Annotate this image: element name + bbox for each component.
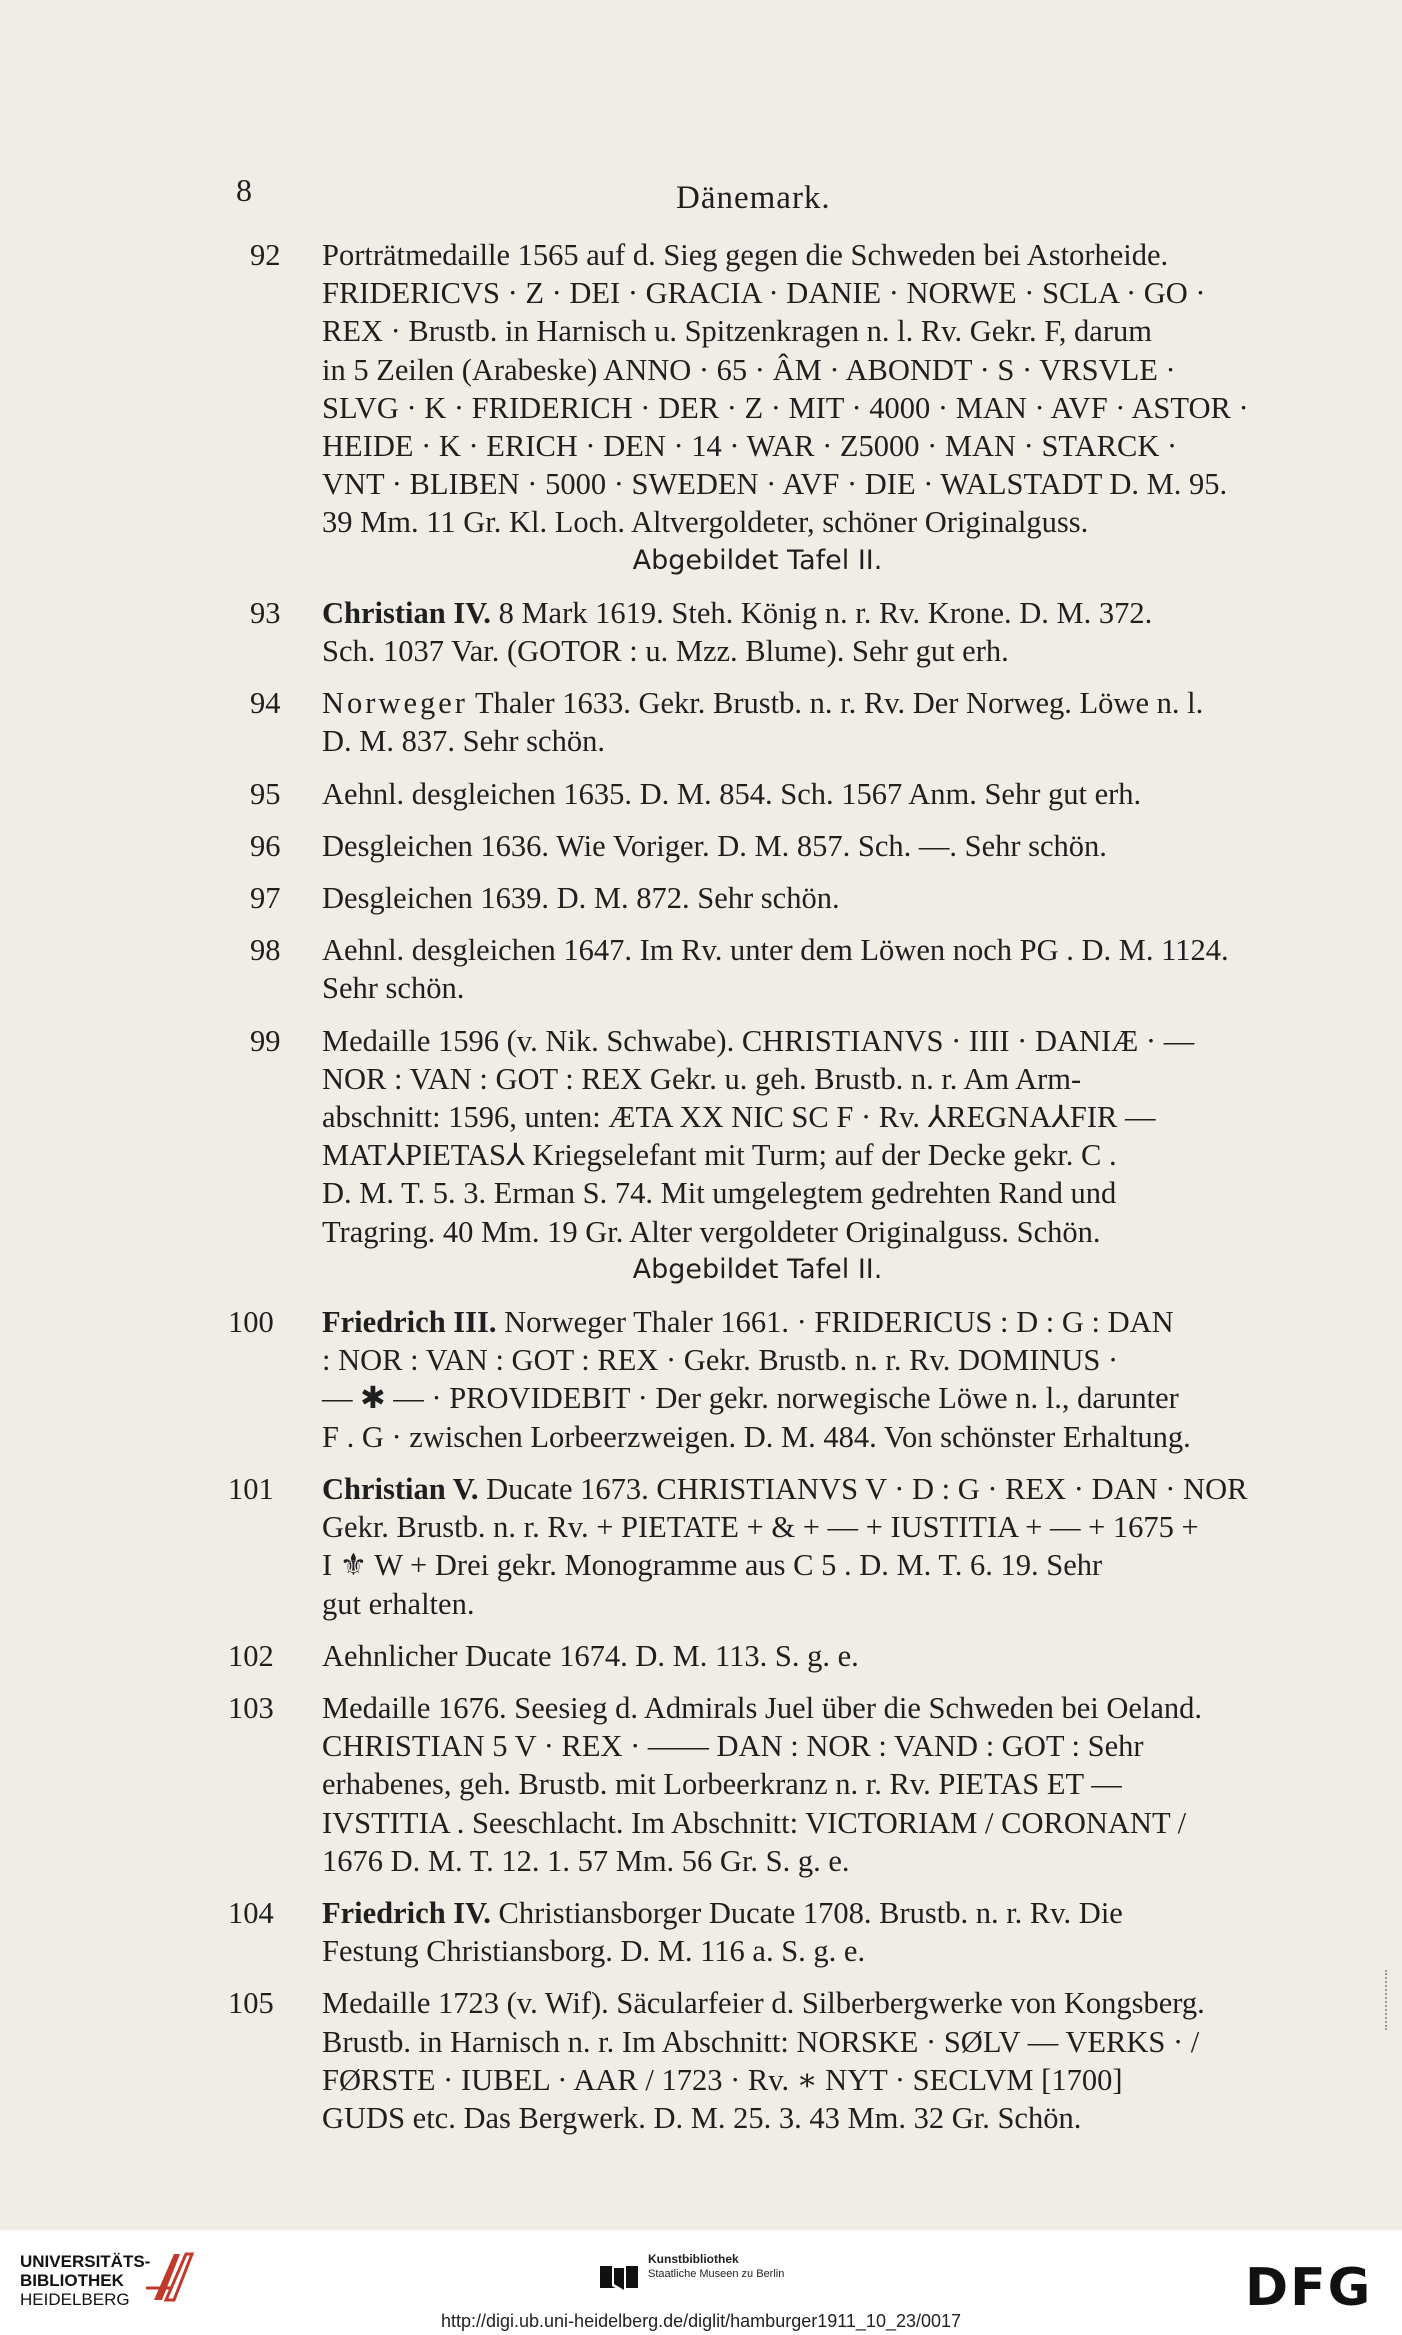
entry-text: REX · Brustb. in Harnisch u. Spitzenkragen n. l. Rv. Gekr. F, darum	[322, 314, 1152, 349]
entry-lead: Christian IV.	[322, 595, 491, 630]
entry-text: 39 Mm. 11 Gr. Kl. Loch. Altvergoldeter, schöner Originalguss.	[322, 505, 1089, 540]
entry-line	[322, 1379, 1265, 1417]
entry-line	[322, 1894, 1265, 1932]
entry-line	[322, 775, 1265, 813]
entry-text: Porträtmedaille 1565 auf d. Sieg gegen die Schweden bei Astorheide.	[322, 238, 1169, 272]
entry-line	[322, 1546, 1265, 1584]
entry-text: Tragring. 40 Mm. 19 Gr. Alter vergoldeter Originalguss. Schön.	[322, 1214, 1101, 1249]
catalog-entry	[228, 1689, 1265, 1880]
entry-line	[322, 632, 1265, 670]
entry-line	[322, 1842, 1265, 1880]
entry-number: 95	[250, 776, 281, 811]
entry-line	[322, 1585, 1265, 1623]
university-library-logo[interactable]	[20, 2252, 150, 2309]
entry-text: Festung Christiansborg. D. M. 116 a. S. g. e.	[322, 1934, 866, 1969]
entry-lead: Christian V.	[322, 1471, 479, 1506]
catalog-entry	[228, 1894, 1265, 1970]
entry-text: Desgleichen 1639. D. M. 872. Sehr schön.	[322, 881, 840, 916]
entry-text: 1676 D. M. T. 12. 1. 57 Mm. 56 Gr. S. g. e.	[322, 1843, 850, 1878]
entry-line	[322, 827, 1265, 865]
entry-text: abschnitt: 1596, unten: ÆTA XX NIC SC F · Rv. ⅄REGNA⅄FIR —	[322, 1100, 1156, 1135]
scan-edge-mark	[1385, 1970, 1395, 2030]
entry-line	[322, 236, 1265, 274]
entry-line	[322, 1060, 1265, 1098]
entry-text: D. M. T. 5. 3. Erman S. 74. Mit umgelegtem gedrehten Rand und	[322, 1176, 1117, 1211]
footer	[0, 2230, 1402, 2335]
entry-text: Brustb. in Harnisch n. r. Im Abschnitt: NORSKE · SØLV — VERKS · /	[322, 2024, 1200, 2059]
entry-line	[322, 351, 1265, 389]
entry-text: GUDS etc. Das Bergwerk. D. M. 25. 3. 43 Mm. 32 Gr. Schön.	[322, 2100, 1082, 2135]
entry-line	[322, 1418, 1265, 1456]
entry-text: Medaille 1676. Seesieg d. Admirals Juel über die Schweden bei Oeland.	[322, 1690, 1203, 1725]
entry-line	[322, 1932, 1265, 1970]
entry-number: 99	[250, 1023, 281, 1058]
entry-line	[322, 427, 1265, 465]
entry-line	[322, 1727, 1265, 1765]
entry-line	[322, 1098, 1265, 1136]
entry-line	[322, 931, 1265, 969]
entry-text: I ⚜ W + Drei gekr. Monogramme aus C 5 . D. M. T. 6. 19. Sehr	[322, 1548, 1103, 1583]
plate-reference: Abgebildet Tafel II.	[632, 1253, 883, 1285]
entry-line	[322, 2061, 1265, 2099]
catalog-entry	[250, 827, 1265, 865]
catalog-entry	[250, 931, 1265, 1007]
entry-text: Aehnl. desgleichen 1647. Im Rv. unter dem Löwen noch PG . D. M. 1124.	[322, 933, 1229, 968]
entry-line	[322, 1470, 1265, 1508]
university-library-emblem-icon	[140, 2248, 196, 2308]
entry-line	[322, 879, 1265, 917]
entry-text: Gekr. Brustb. n. r. Rv. + PIETATE + & + — + IUSTITIA + — + 1675 +	[322, 1510, 1199, 1545]
permalink-url[interactable]: http://digi.ub.uni-heidelberg.de/diglit/hamburger1911_10_23/0017	[440, 2311, 962, 2331]
plate-reference: Abgebildet Tafel II.	[632, 544, 883, 576]
entry-line	[322, 2099, 1265, 2137]
entry-text: F . G · zwischen Lorbeerzweigen. D. M. 484. Von schönster Erhaltung.	[322, 1419, 1191, 1454]
entry-text: Aehnl. desgleichen 1635. D. M. 854. Sch. 1567 Anm. Sehr gut erh.	[322, 776, 1142, 811]
catalog-entry	[250, 594, 1265, 670]
entry-text: Ducate 1673. CHRISTIANVS V · D : G · REX · DAN · NOR	[486, 1471, 1248, 1506]
entry-line	[322, 1136, 1265, 1174]
entry-text: HEIDE · K · ERICH · DEN · 14 · WAR · Z5000 · MAN · STARCK ·	[322, 429, 1178, 464]
entry-text: erhabenes, geh. Brustb. mit Lorbeerkranz n. r. Rv. PIETAS ET —	[322, 1767, 1122, 1802]
kunstbibliothek-emblem-icon	[600, 2260, 638, 2294]
entry-lead: Norweger	[322, 686, 468, 721]
entry-text: NOR : VAN : GOT : REX Gekr. u. geh. Brustb. n. r. Am Arm-	[322, 1061, 1082, 1096]
entry-text: D. M. 837. Sehr schön.	[322, 724, 605, 759]
kb-subtitle: Staatliche Museen zu Berlin	[648, 2268, 785, 2280]
entry-text: Norweger Thaler 1661. · FRIDERICUS : D : G : DAN	[504, 1305, 1174, 1340]
entry-number: 105	[228, 1986, 274, 2021]
entry-text: Sch. 1037 Var. (GOTOR : u. Mzz. Blume). Sehr gut erh.	[322, 634, 1009, 669]
entry-line	[322, 969, 1265, 1007]
entry-line	[322, 274, 1265, 312]
entry-line	[322, 1174, 1265, 1212]
entry-line	[322, 1341, 1265, 1379]
entry-line	[322, 1689, 1265, 1727]
entry-number: 93	[250, 595, 281, 630]
entry-number: 101	[228, 1471, 274, 1506]
entry-text: VNT · BLIBEN · 5000 · SWEDEN · AVF · DIE · WALSTADT D. M. 95.	[322, 467, 1228, 502]
entry-line	[322, 1765, 1265, 1803]
entry-line	[322, 1804, 1265, 1842]
library-name-line1: UNIVERSITÄTS-	[20, 2252, 151, 2271]
kb-title: Kunstbibliothek	[648, 2252, 739, 2266]
entry-line	[322, 1022, 1265, 1060]
entry-text: MAT⅄PIETAS⅄ Kriegselefant mit Turm; auf der Decke gekr. C .	[322, 1138, 1117, 1173]
catalog-entry	[250, 775, 1265, 813]
catalog-entry	[250, 879, 1265, 917]
entry-line	[322, 722, 1265, 760]
library-name-line3: HEIDELBERG	[20, 2290, 130, 2309]
entry-number: 96	[250, 828, 281, 863]
entry-line	[322, 684, 1265, 722]
entry-text: Thaler 1633. Gekr. Brustb. n. r. Rv. Der Norweg. Löwe n. l.	[475, 686, 1204, 721]
catalog-entry	[228, 1984, 1265, 2137]
catalog-entry	[228, 1470, 1265, 1623]
entry-line	[322, 503, 1265, 541]
entry-line	[322, 1303, 1265, 1341]
entry-line	[322, 2023, 1265, 2061]
entry-text: gut erhalten.	[322, 1586, 475, 1621]
entry-text: in 5 Zeilen (Arabeske) ANNO · 65 · ÂM · ABONDT · S · VRSVLE ·	[322, 352, 1176, 387]
catalog-entry	[228, 1637, 1265, 1675]
page-title: Dänemark.	[676, 180, 831, 216]
entry-text: FRIDERICVS · Z · DEI · GRACIA · DANIE · NORWE · SCLA · GO ·	[322, 276, 1206, 311]
entry-number: 97	[250, 881, 281, 916]
entry-text: Medaille 1723 (v. Wif). Säcularfeier d. Silberbergwerke von Kongsberg.	[322, 1986, 1205, 2021]
entry-number: 104	[228, 1895, 274, 1930]
entry-number: 98	[250, 933, 281, 968]
entry-text: : NOR : VAN : GOT : REX · Gekr. Brustb. n. r. Rv. DOMINUS ·	[322, 1343, 1119, 1378]
entry-number: 94	[250, 686, 281, 721]
entry-text: CHRISTIAN 5 V · REX · —— DAN : NOR : VAND : GOT : Sehr	[322, 1729, 1144, 1764]
entry-text: IVSTITIA . Seeschlacht. Im Abschnitt: VICTORIAM / CORONANT /	[322, 1805, 1187, 1840]
entry-text: — ✱ — · PROVIDEBIT · Der gekr. norwegische Löwe n. l., darunter	[322, 1381, 1179, 1416]
catalog-entries	[228, 236, 1265, 2151]
entry-text: Aehnlicher Ducate 1674. D. M. 113. S. g. e.	[322, 1638, 859, 1673]
entry-line	[322, 465, 1265, 503]
entry-text: FØRSTE · IUBEL · AAR / 1723 · Rv. ∗ NYT · SECLVM [1700]	[322, 2062, 1123, 2097]
entry-line	[322, 312, 1265, 350]
catalog-entry	[250, 1022, 1265, 1289]
dfg-logo[interactable]: DFG	[1245, 2258, 1373, 2318]
entry-text: SLVG · K · FRIDERICH · DER · Z · MIT · 4000 · MAN · AVF · ASTOR ·	[322, 390, 1249, 425]
entry-lead: Friedrich III.	[322, 1305, 497, 1340]
entry-text: Christiansborger Ducate 1708. Brustb. n. r. Rv. Die	[498, 1895, 1123, 1930]
entry-line	[322, 1508, 1265, 1546]
entry-text: Desgleichen 1636. Wie Voriger. D. M. 857. Sch. —. Sehr schön.	[322, 828, 1107, 863]
entry-number: 100	[228, 1305, 274, 1340]
entry-line	[322, 1213, 1265, 1251]
page-number: 8	[236, 172, 252, 208]
entry-line	[322, 1637, 1265, 1675]
entry-lead: Friedrich IV.	[322, 1895, 491, 1930]
entry-text: 8 Mark 1619. Steh. König n. r. Rv. Krone. D. M. 372.	[498, 595, 1153, 630]
entry-text: Medaille 1596 (v. Nik. Schwabe). CHRISTIANVS · IIII · DANIÆ · —	[322, 1023, 1195, 1058]
entry-number: 103	[228, 1690, 274, 1725]
entry-number: 92	[250, 238, 281, 272]
library-name-line2: BIBLIOTHEK	[20, 2271, 124, 2290]
catalog-entry	[250, 236, 1265, 580]
entry-line	[322, 389, 1265, 427]
catalog-entry	[250, 684, 1265, 760]
entry-line	[322, 1984, 1265, 2022]
entry-line	[322, 594, 1265, 632]
entry-number: 102	[228, 1638, 274, 1673]
entry-text: Sehr schön.	[322, 971, 465, 1006]
catalog-entry	[228, 1303, 1265, 1456]
